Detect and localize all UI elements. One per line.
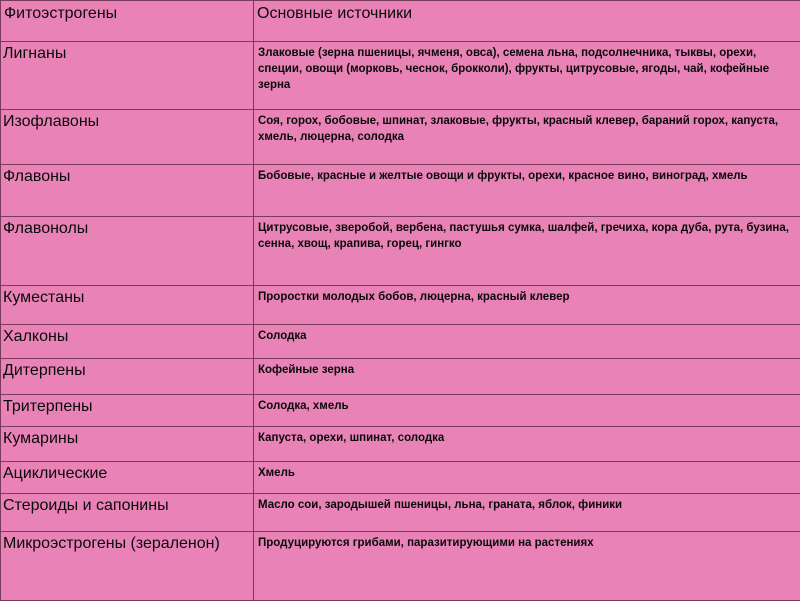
- row-name: Халконы: [1, 325, 254, 359]
- row-sources: Бобовые, красные и желтые овощи и фрукты, орехи, красное вино, виноград, хмель: [254, 165, 800, 217]
- table-row: [1, 462, 800, 494]
- row-name: Тритерпены: [1, 395, 254, 427]
- row-name: Куместаны: [1, 286, 254, 325]
- row-name: Кумарины: [1, 427, 254, 462]
- table-row: [1, 217, 800, 286]
- row-sources: Злаковые (зерна пшеницы, ячменя, овса), семена льна, подсолнечника, тыквы, орехи, специи, овощи (морковь, чеснок, брокколи), фрукты, цитрусовые, ягоды, чай, кофейные зерна: [254, 42, 800, 110]
- table-row: [1, 110, 800, 165]
- row-name: Стероиды и сапонины: [1, 494, 254, 532]
- table-row: [1, 359, 800, 395]
- row-sources: Продуцируются грибами, паразитирующими на растениях: [254, 532, 800, 601]
- header-phytoestrogens: Фитоэстрогены: [1, 1, 254, 42]
- row-sources: Капуста, орехи, шпинат, солодка: [254, 427, 800, 462]
- row-name: Изофлавоны: [1, 110, 254, 165]
- row-sources: Хмель: [254, 462, 800, 494]
- table-row: [1, 395, 800, 427]
- row-name: Микроэстрогены (зераленон): [1, 532, 254, 601]
- row-sources: Кофейные зерна: [254, 359, 800, 395]
- table-row: [1, 494, 800, 532]
- table-row: [1, 42, 800, 110]
- row-sources: Проростки молодых бобов, люцерна, красный клевер: [254, 286, 800, 325]
- row-name: Флавонолы: [1, 217, 254, 286]
- table-row: [1, 325, 800, 359]
- row-name: Дитерпены: [1, 359, 254, 395]
- table-header-row: [1, 1, 800, 42]
- row-sources: Соя, горох, бобовые, шпинат, злаковые, фрукты, красный клевер, бараний горох, капуста, хмель, люцерна, солодка: [254, 110, 800, 165]
- table-row: [1, 427, 800, 462]
- table-row: [1, 532, 800, 601]
- row-name: Ациклические: [1, 462, 254, 494]
- table-row: [1, 165, 800, 217]
- row-name: Лигнаны: [1, 42, 254, 110]
- header-main-sources: Основные источники: [254, 1, 800, 42]
- row-name: Флавоны: [1, 165, 254, 217]
- row-sources: Масло сои, зародышей пшеницы, льна, граната, яблок, финики: [254, 494, 800, 532]
- row-sources: Солодка: [254, 325, 800, 359]
- row-sources: Цитрусовые, зверобой, вербена, пастушья сумка, шалфей, гречиха, кора дуба, рута, бузина, сенна, хвощ, крапива, горец, гингко: [254, 217, 800, 286]
- row-sources: Солодка, хмель: [254, 395, 800, 427]
- table-row: [1, 286, 800, 325]
